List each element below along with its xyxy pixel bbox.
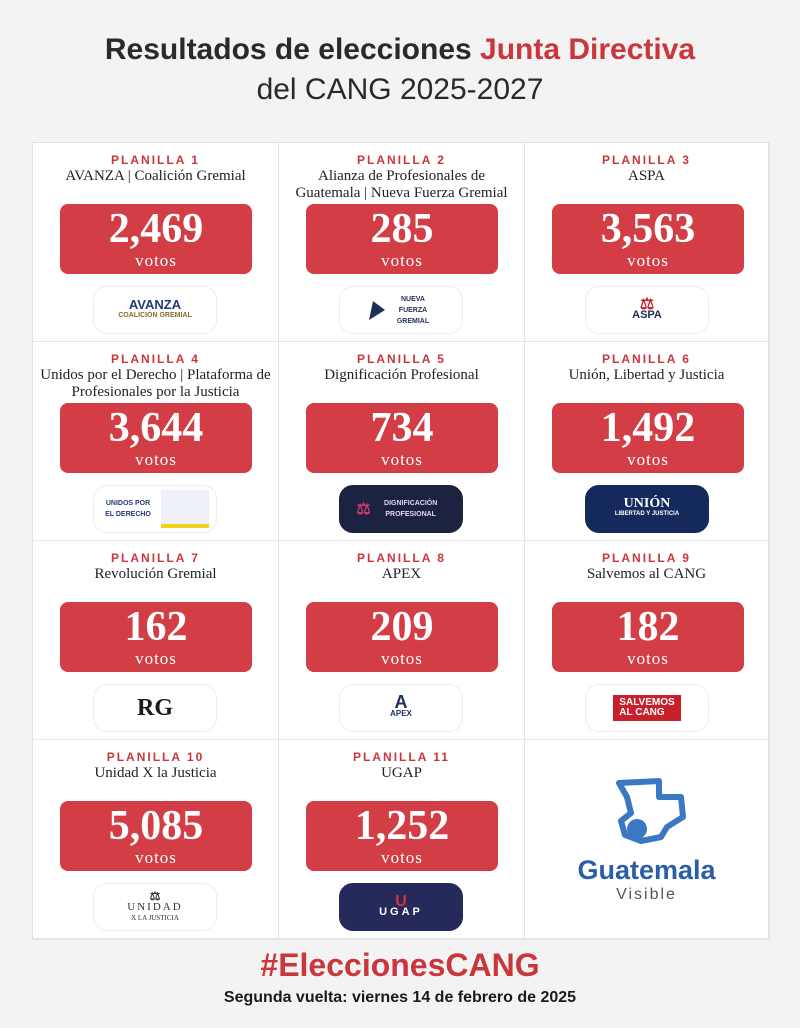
- guatemala-map-icon: [597, 775, 697, 853]
- platform-logo-block: [161, 490, 209, 528]
- planilla-logo: [585, 286, 709, 334]
- vote-label: votos: [627, 251, 669, 270]
- planilla-card-2: [279, 143, 525, 342]
- planilla-card-4: [33, 342, 279, 541]
- u-mark-icon: U: [395, 893, 407, 910]
- scale-icon: ⚖: [639, 296, 655, 313]
- logo-text: UNIÓN: [623, 496, 671, 511]
- planilla-card-8: [279, 541, 525, 740]
- vote-label: votos: [381, 450, 423, 469]
- vote-count: 5,085: [108, 803, 204, 849]
- planilla-card-5: [279, 342, 525, 541]
- planilla-logo: [339, 485, 463, 533]
- planilla-name: ASPA: [628, 168, 665, 184]
- runoff-date: Segunda vuelta: viernes 14 de febrero de 2025: [223, 989, 577, 1006]
- scale-icon: ⚖: [149, 888, 161, 903]
- brand-name: Guatemala: [577, 854, 716, 885]
- logo-text: COALICIÓN GREMIAL: [118, 312, 192, 319]
- planilla-name: Alianza de Profesionales de Guatemala | Nueva Fuerza Gremial: [295, 168, 508, 201]
- logo-text: ASPA: [632, 309, 662, 321]
- vote-label: votos: [135, 649, 177, 668]
- planilla-logo: [585, 684, 709, 732]
- logo-text: APEX: [390, 709, 412, 718]
- planilla-card-9: [525, 541, 769, 740]
- planilla-card-1: [33, 143, 279, 342]
- planilla-number: PLANILLA 7: [111, 551, 200, 565]
- vote-box: [306, 602, 498, 672]
- planilla-name: Dignificación Profesional: [324, 367, 479, 383]
- vote-label: votos: [135, 251, 177, 270]
- planilla-number: PLANILLA 11: [353, 750, 450, 764]
- vote-label: votos: [135, 450, 177, 469]
- planilla-card-3: [525, 143, 769, 342]
- logo-text: DIGNIFICACIÓN PROFESIONAL: [384, 500, 438, 518]
- vote-count: 182: [616, 604, 680, 650]
- planilla-card-6: [525, 342, 769, 541]
- planilla-logo: [339, 684, 463, 732]
- planilla-number: PLANILLA 4: [111, 352, 200, 366]
- planilla-number: PLANILLA 8: [357, 551, 446, 565]
- planilla-name: Unidad X la Justicia: [94, 765, 217, 781]
- logo-text: UNIDAD: [127, 900, 183, 913]
- logo-text: X LA JUSTICIA: [131, 913, 179, 922]
- planilla-logo: [93, 286, 217, 334]
- page-title: [0, 30, 800, 70]
- vote-label: votos: [381, 649, 423, 668]
- logo-text: NUEVA FUERZA GREMIAL: [396, 295, 430, 325]
- vote-count: 285: [370, 206, 434, 252]
- vote-count: 734: [370, 405, 434, 451]
- planilla-logo: [93, 485, 217, 533]
- planilla-number: PLANILLA 5: [357, 352, 446, 366]
- header: [0, 30, 800, 110]
- title-accent: Junta Directiva: [480, 33, 696, 66]
- planilla-name: Unidos por el Derecho | Plataforma de Profesionales por la Justicia: [40, 367, 271, 400]
- vote-label: votos: [381, 848, 423, 867]
- scale-icon: ⚖: [356, 501, 371, 518]
- vote-box: [552, 204, 744, 274]
- vote-box: [306, 403, 498, 473]
- vote-count: 2,469: [108, 206, 204, 252]
- planilla-number: PLANILLA 3: [602, 153, 691, 167]
- triangle-icon: [365, 298, 389, 322]
- vote-label: votos: [381, 251, 423, 270]
- planilla-name: AVANZA | Coalición Gremial: [65, 168, 246, 184]
- apex-mark-icon: A: [394, 692, 408, 712]
- planilla-logo: [93, 883, 217, 931]
- planilla-name: UGAP: [381, 765, 422, 781]
- planilla-number: PLANILLA 2: [357, 153, 446, 167]
- planilla-name: Revolución Gremial: [94, 566, 217, 582]
- planilla-name: APEX: [381, 566, 422, 582]
- logo-text: LIBERTAD Y JUSTICIA: [614, 511, 680, 517]
- planilla-card-11: [279, 740, 525, 939]
- logo-text: AL CANG: [619, 707, 665, 718]
- vote-box: [552, 602, 744, 672]
- vote-box: [60, 602, 252, 672]
- planilla-card-7: [33, 541, 279, 740]
- vote-count: 3,563: [600, 206, 696, 252]
- planilla-number: PLANILLA 1: [111, 153, 200, 167]
- logo-text: AVANZA: [128, 297, 182, 312]
- planilla-logo: [93, 684, 217, 732]
- vote-label: votos: [627, 649, 669, 668]
- planilla-number: PLANILLA 6: [602, 352, 691, 366]
- vote-label: votos: [627, 450, 669, 469]
- logo-text: SALVEMOS: [619, 697, 675, 708]
- logo-text: RG: [137, 694, 173, 721]
- vote-box: [306, 204, 498, 274]
- vote-count: 209: [370, 604, 434, 650]
- logo-text: UNIDOS POR EL DERECHO: [105, 500, 151, 518]
- planilla-logo: [339, 286, 463, 334]
- vote-box: [552, 403, 744, 473]
- planilla-name: Unión, Libertad y Justicia: [568, 367, 725, 383]
- planilla-card-10: [33, 740, 279, 939]
- vote-box: [60, 204, 252, 274]
- vote-label: votos: [135, 848, 177, 867]
- planilla-logo: [585, 485, 709, 533]
- hashtag: #EleccionesCANG: [260, 947, 540, 983]
- vote-count: 3,644: [108, 405, 204, 451]
- results-grid: [32, 142, 770, 940]
- title-part1: Resultados de elecciones: [104, 33, 481, 66]
- vote-count: 162: [124, 604, 188, 650]
- vote-count: 1,252: [354, 803, 450, 849]
- brand-sub: Visible: [616, 885, 677, 903]
- planilla-name: Salvemos al CANG: [586, 566, 707, 582]
- planilla-number: PLANILLA 9: [602, 551, 691, 565]
- vote-box: [60, 403, 252, 473]
- vote-count: 1,492: [600, 405, 696, 451]
- vote-box: [306, 801, 498, 871]
- logo-text: UGAP: [379, 906, 423, 918]
- planilla-number: PLANILLA 10: [106, 750, 205, 764]
- vote-box: [60, 801, 252, 871]
- page-subtitle: del CANG 2025-2027: [256, 73, 544, 106]
- brand-cell: [525, 740, 769, 939]
- planilla-logo: [339, 883, 463, 931]
